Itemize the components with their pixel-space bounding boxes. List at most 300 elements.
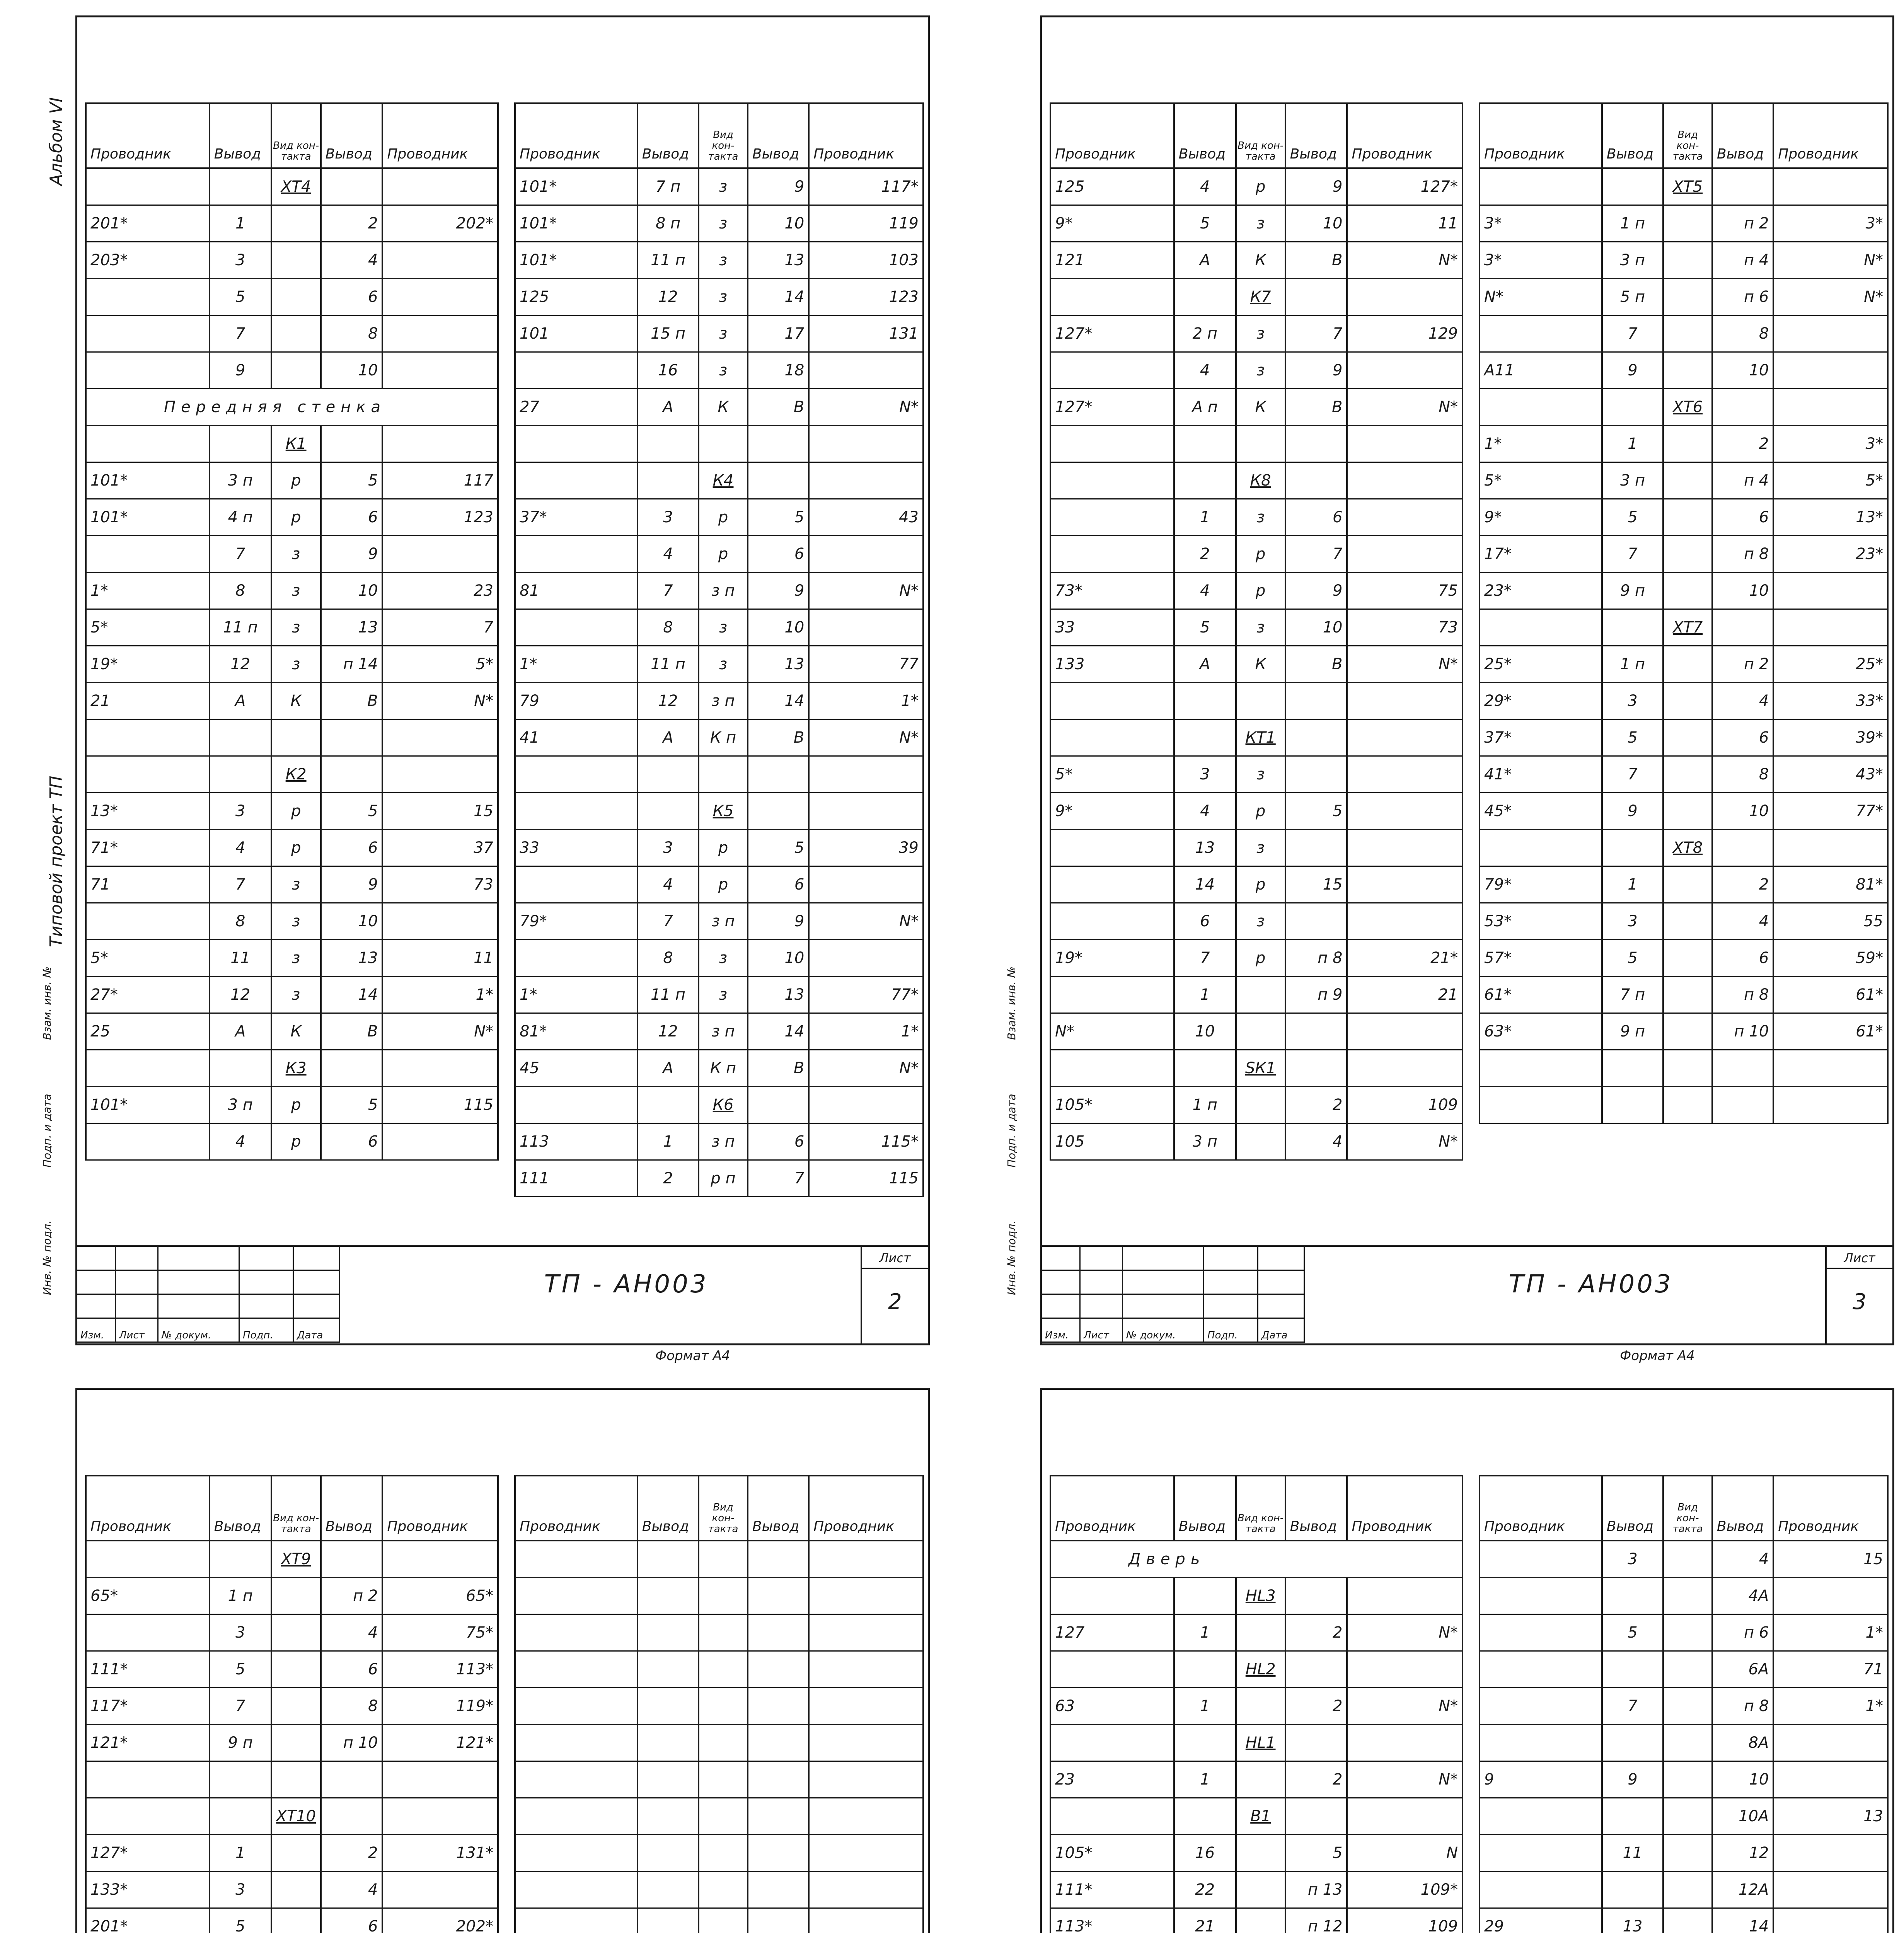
terminal-cell: 8 п	[638, 205, 699, 242]
terminal-cell: 21	[1174, 1908, 1236, 1933]
device-label: ХТ8	[1663, 830, 1712, 866]
contact-type-cell: К	[1236, 242, 1285, 279]
connection-row	[1480, 536, 1888, 573]
format-label: Формат А4	[655, 1348, 730, 1364]
device-label: К7	[1236, 279, 1285, 315]
terminal-cell: 14	[748, 1013, 809, 1050]
connection-row	[1480, 462, 1888, 499]
contact-type-cell	[1663, 977, 1712, 1013]
terminal-cell: 8	[1712, 756, 1773, 793]
terminal-cell: 6	[321, 499, 383, 536]
terminal-cell: 3	[638, 830, 699, 866]
device-label: К8	[1236, 462, 1285, 499]
header-terminal: Вывод	[321, 1476, 383, 1541]
contact-type-cell: р	[1236, 536, 1285, 573]
terminal-cell: В	[748, 719, 809, 756]
header-conductor: Проводник	[382, 1476, 498, 1541]
connection-row	[86, 1578, 498, 1614]
contact-type-cell	[1663, 315, 1712, 352]
conductor-cell: 23	[382, 573, 498, 609]
terminal-cell: 15 п	[638, 315, 699, 352]
terminal-cell: 16	[1174, 1835, 1236, 1872]
connection-row	[1050, 573, 1463, 609]
conductor-cell: 127*	[1050, 389, 1174, 426]
terminal-cell: 5	[748, 499, 809, 536]
contact-type-cell	[1663, 1651, 1712, 1688]
conductor-cell	[1480, 1614, 1602, 1651]
right-table-wrap	[514, 1475, 924, 1933]
terminal-cell	[1285, 756, 1347, 793]
conductor-cell: 5*	[1480, 462, 1602, 499]
conductor-cell: N*	[382, 683, 498, 719]
conductor-cell	[1347, 536, 1463, 573]
device-group-row	[86, 1050, 498, 1087]
terminal-cell: 9	[1285, 168, 1347, 205]
left-table-wrap	[1050, 102, 1463, 1161]
contact-type-cell: р	[699, 830, 748, 866]
conductor-cell	[515, 536, 638, 573]
conductor-cell	[515, 940, 638, 977]
empty-row	[515, 1761, 923, 1798]
terminal-cell: 4	[210, 830, 271, 866]
contact-type-cell: з	[271, 573, 321, 609]
empty-row	[515, 1578, 923, 1614]
terminal-cell: 4 п	[210, 499, 271, 536]
connection-row	[1050, 940, 1463, 977]
contact-type-cell	[1663, 462, 1712, 499]
conductor-cell: 71	[1773, 1651, 1888, 1688]
conductor-cell: 63	[1050, 1688, 1174, 1725]
conductor-cell: 17*	[1480, 536, 1602, 573]
terminal-cell: 3	[210, 1872, 271, 1908]
terminal-cell: 2	[1285, 1087, 1347, 1123]
margin-stamp: Подп. и дата	[41, 1094, 53, 1168]
conductor-cell: 77*	[809, 977, 923, 1013]
connection-row	[86, 1651, 498, 1688]
right-table-wrap	[1479, 1475, 1889, 1933]
contact-type-cell: К	[1236, 389, 1285, 426]
terminal-cell: 7	[210, 536, 271, 573]
connection-row	[1480, 1578, 1888, 1614]
contact-type-cell: з	[699, 315, 748, 352]
connection-row	[86, 1688, 498, 1725]
margin-stamp: Инв. № подл.	[1005, 1220, 1018, 1295]
terminal-cell: 1	[1174, 499, 1236, 536]
contact-type-cell	[1236, 1835, 1285, 1872]
conductor-cell: 113*	[382, 1651, 498, 1688]
conductor-cell: 57*	[1480, 940, 1602, 977]
terminal-cell: п 8	[1712, 536, 1773, 573]
device-group-row	[1050, 1050, 1463, 1087]
conductor-cell: 109	[1347, 1087, 1463, 1123]
wiring-table-right	[514, 1475, 924, 1933]
terminal-cell: 5	[1602, 1614, 1663, 1651]
empty-row	[515, 756, 923, 793]
terminal-cell: 6А	[1712, 1651, 1773, 1688]
terminal-cell: 6	[321, 1908, 383, 1933]
wiring-table-right	[1479, 102, 1889, 1124]
conductor-cell	[1773, 1908, 1888, 1933]
document-code: ТП - АН003	[544, 1270, 709, 1299]
contact-type-cell: р	[1236, 940, 1285, 977]
terminal-cell: 9	[321, 536, 383, 573]
terminal-cell: п 8	[1712, 977, 1773, 1013]
terminal-cell: 10	[321, 573, 383, 609]
conductor-cell: 25	[86, 1013, 210, 1050]
terminal-cell: 7	[210, 866, 271, 903]
contact-type-cell: К п	[699, 1050, 748, 1087]
conductor-cell: N*	[1347, 242, 1463, 279]
drawing-sheet-5	[1040, 1388, 1894, 1933]
conductor-cell: 127*	[86, 1835, 210, 1872]
terminal-cell: 7	[638, 573, 699, 609]
terminal-cell: 7	[1602, 756, 1663, 793]
conductor-cell: N*	[809, 573, 923, 609]
terminal-cell: 1	[1174, 977, 1236, 1013]
margin-stamp: Взам. инв. №	[1005, 966, 1018, 1040]
connection-row	[1480, 793, 1888, 830]
connection-row	[1050, 1013, 1463, 1050]
conductor-cell: 125	[515, 279, 638, 315]
conductor-cell: 37*	[515, 499, 638, 536]
conductor-cell	[382, 536, 498, 573]
device-group-row	[515, 1087, 923, 1123]
contact-type-cell: з	[699, 168, 748, 205]
terminal-cell: 9	[1602, 793, 1663, 830]
conductor-cell: 115	[809, 1160, 923, 1197]
connection-row	[1050, 1761, 1463, 1798]
terminal-cell: 1 п	[210, 1578, 271, 1614]
conductor-cell: 39*	[1773, 719, 1888, 756]
drawing-sheet-2	[75, 15, 930, 1345]
terminal-cell: 12	[638, 279, 699, 315]
terminal-cell: В	[1285, 389, 1347, 426]
conductor-cell: 127	[1050, 1614, 1174, 1651]
conductor-cell: 5*	[86, 940, 210, 977]
conductor-cell: 119	[809, 205, 923, 242]
terminal-cell: 3 п	[1602, 242, 1663, 279]
device-group-row	[1050, 462, 1463, 499]
contact-type-cell	[1663, 1872, 1712, 1908]
empty-row	[1480, 1087, 1888, 1123]
header-conductor: Проводник	[1773, 1476, 1888, 1541]
terminal-cell: 12	[210, 977, 271, 1013]
connection-row	[86, 1614, 498, 1651]
conductor-cell: 201*	[86, 1908, 210, 1933]
connection-row	[1050, 830, 1463, 866]
terminal-cell: 9 п	[1602, 1013, 1663, 1050]
connection-row	[515, 279, 923, 315]
conductor-cell: 1*	[86, 573, 210, 609]
terminal-cell: 9	[1285, 573, 1347, 609]
terminal-cell: п 13	[1285, 1872, 1347, 1908]
empty-row	[1480, 1050, 1888, 1087]
contact-type-cell	[1663, 719, 1712, 756]
terminal-cell	[1602, 1651, 1663, 1688]
terminal-cell: 9 п	[1602, 573, 1663, 609]
conductor-cell: 127*	[1050, 315, 1174, 352]
device-group-row	[86, 756, 498, 793]
empty-row	[86, 719, 498, 756]
terminal-cell: 3	[1602, 683, 1663, 719]
conductor-cell	[1480, 1651, 1602, 1688]
conductor-cell	[1480, 315, 1602, 352]
connection-row	[515, 1050, 923, 1087]
conductor-cell: 101	[515, 315, 638, 352]
section-heading: Дверь	[1050, 1541, 1463, 1578]
terminal-cell: А	[210, 683, 271, 719]
contact-type-cell: з п	[699, 683, 748, 719]
terminal-cell: п 6	[1712, 1614, 1773, 1651]
title-block-label: Дата	[297, 1330, 323, 1341]
conductor-cell: 119*	[382, 1688, 498, 1725]
conductor-cell: 23*	[1773, 536, 1888, 573]
conductor-cell: 7	[382, 609, 498, 646]
conductor-cell: 37	[382, 830, 498, 866]
conductor-cell	[1773, 1835, 1888, 1872]
terminal-cell: 4	[1174, 352, 1236, 389]
header-terminal: Вывод	[1602, 103, 1663, 168]
connection-row	[86, 573, 498, 609]
conductor-cell: 3*	[1773, 205, 1888, 242]
device-label: К2	[271, 756, 321, 793]
terminal-cell: 3	[210, 1614, 271, 1651]
terminal-cell: 9	[1285, 352, 1347, 389]
empty-row	[515, 1614, 923, 1651]
document-code: ТП - АН003	[1509, 1270, 1673, 1299]
contact-type-cell: К	[271, 683, 321, 719]
terminal-cell: 13	[748, 977, 809, 1013]
conductor-cell	[382, 1872, 498, 1908]
conductor-cell: 9	[1480, 1761, 1602, 1798]
terminal-cell: 13	[1602, 1908, 1663, 1933]
terminal-cell: 9	[210, 352, 271, 389]
terminal-cell: 4	[638, 536, 699, 573]
terminal-cell: п 2	[1712, 646, 1773, 683]
connection-row	[515, 242, 923, 279]
connection-row	[86, 352, 498, 389]
conductor-cell	[515, 866, 638, 903]
conductor-cell: 13*	[86, 793, 210, 830]
conductor-cell: 9*	[1050, 205, 1174, 242]
terminal-cell: 7	[210, 1688, 271, 1725]
conductor-cell	[1480, 1541, 1602, 1578]
terminal-cell: 8	[638, 609, 699, 646]
conductor-cell: 73	[382, 866, 498, 903]
contact-type-cell: з	[1236, 903, 1285, 940]
terminal-cell: 3 п	[1602, 462, 1663, 499]
terminal-cell: 12	[638, 683, 699, 719]
header-terminal: Вывод	[1174, 1476, 1236, 1541]
connection-row	[1050, 793, 1463, 830]
connection-row	[1050, 1872, 1463, 1908]
conductor-cell: 79*	[1480, 866, 1602, 903]
conductor-cell	[1480, 1725, 1602, 1761]
contact-type-cell: з	[271, 940, 321, 977]
terminal-cell: 11 п	[638, 242, 699, 279]
connection-row	[515, 683, 923, 719]
terminal-cell: В	[748, 389, 809, 426]
contact-type-cell: р	[271, 830, 321, 866]
terminal-cell: п 8	[1712, 1688, 1773, 1725]
connection-row	[1050, 352, 1463, 389]
terminal-cell: 6	[321, 279, 383, 315]
contact-type-cell	[1236, 1761, 1285, 1798]
conductor-cell: 53*	[1480, 903, 1602, 940]
terminal-cell: 1	[210, 205, 271, 242]
conductor-cell: 33	[515, 830, 638, 866]
contact-type-cell	[271, 1651, 321, 1688]
connection-row	[1050, 866, 1463, 903]
contact-type-cell: р	[1236, 793, 1285, 830]
contact-type-cell: р	[271, 462, 321, 499]
conductor-cell	[382, 903, 498, 940]
conductor-cell: 125	[1050, 168, 1174, 205]
connection-row	[86, 866, 498, 903]
conductor-cell	[1773, 573, 1888, 609]
contact-type-cell	[1663, 1835, 1712, 1872]
device-label: ХТ7	[1663, 609, 1712, 646]
terminal-cell: п 4	[1712, 242, 1773, 279]
connection-row	[1480, 205, 1888, 242]
terminal-cell: 3	[1602, 1541, 1663, 1578]
conductor-cell: 61*	[1480, 977, 1602, 1013]
conductor-cell: 39	[809, 830, 923, 866]
header-conductor: Проводник	[1050, 1476, 1174, 1541]
terminal-cell	[1285, 830, 1347, 866]
sheet-label: Лист	[1827, 1251, 1892, 1269]
terminal-cell: п 10	[321, 1725, 383, 1761]
connection-row	[1480, 1908, 1888, 1933]
connection-row	[1050, 903, 1463, 940]
connection-row	[1050, 168, 1463, 205]
margin-project: Типовой проект ТП	[46, 776, 66, 947]
contact-type-cell: з	[271, 646, 321, 683]
device-label: К4	[699, 462, 748, 499]
contact-type-cell	[271, 1908, 321, 1933]
empty-row	[515, 1908, 923, 1933]
conductor-cell: 63*	[1480, 1013, 1602, 1050]
terminal-cell: 5	[748, 830, 809, 866]
device-group-row	[1480, 609, 1888, 646]
conductor-cell: 133*	[86, 1872, 210, 1908]
empty-row	[515, 1835, 923, 1872]
conductor-cell: 27	[515, 389, 638, 426]
terminal-cell: А	[210, 1013, 271, 1050]
terminal-cell: 2 п	[1174, 315, 1236, 352]
terminal-cell: 8	[210, 903, 271, 940]
terminal-cell: п 2	[1712, 205, 1773, 242]
conductor-cell: 21	[1347, 977, 1463, 1013]
conductor-cell: 127*	[1347, 168, 1463, 205]
contact-type-cell: з п	[699, 1013, 748, 1050]
contact-type-cell	[1663, 1541, 1712, 1578]
terminal-cell: 9	[748, 168, 809, 205]
conductor-cell: 121	[1050, 242, 1174, 279]
terminal-cell: 2	[1285, 1614, 1347, 1651]
conductor-cell: 81*	[515, 1013, 638, 1050]
terminal-cell: 10	[321, 352, 383, 389]
contact-type-cell	[271, 315, 321, 352]
connection-row	[86, 499, 498, 536]
contact-type-cell	[1236, 1123, 1285, 1160]
conductor-cell: 59*	[1773, 940, 1888, 977]
contact-type-cell	[1663, 793, 1712, 830]
terminal-cell: В	[1285, 646, 1347, 683]
device-group-row	[1050, 1798, 1463, 1835]
terminal-cell: п 12	[1285, 1908, 1347, 1933]
conductor-cell: N	[1347, 1835, 1463, 1872]
conductor-cell: 23	[1050, 1761, 1174, 1798]
header-terminal: Вывод	[210, 103, 271, 168]
terminal-cell: п 10	[1712, 1013, 1773, 1050]
contact-type-cell	[1663, 242, 1712, 279]
terminal-cell: 12	[638, 1013, 699, 1050]
conductor-cell: 5*	[1773, 462, 1888, 499]
conductor-cell: А11	[1480, 352, 1602, 389]
terminal-cell: 22	[1174, 1872, 1236, 1908]
connection-row	[515, 315, 923, 352]
connection-row	[515, 977, 923, 1013]
terminal-cell: 12	[1712, 1835, 1773, 1872]
conductor-cell: 15	[382, 793, 498, 830]
empty-row	[515, 1798, 923, 1835]
connection-row	[86, 609, 498, 646]
conductor-cell: N*	[1347, 646, 1463, 683]
contact-type-cell: з	[271, 903, 321, 940]
wiring-table-right	[1479, 1475, 1889, 1933]
contact-type-cell	[271, 205, 321, 242]
device-label: НL2	[1236, 1651, 1285, 1688]
conductor-cell: N*	[809, 903, 923, 940]
section-heading: Передняя стенка	[86, 389, 498, 426]
conductor-cell	[1347, 793, 1463, 830]
conductor-cell: 101*	[515, 242, 638, 279]
terminal-cell: 3 п	[210, 1087, 271, 1123]
conductor-cell: 61*	[1773, 1013, 1888, 1050]
contact-type-cell: з	[1236, 756, 1285, 793]
terminal-cell: 5	[210, 1908, 271, 1933]
conductor-cell: 75	[1347, 573, 1463, 609]
device-group-row	[1050, 1578, 1463, 1614]
header-conductor: Проводник	[515, 1476, 638, 1541]
connection-row	[1050, 389, 1463, 426]
contact-type-cell: з п	[699, 903, 748, 940]
conductor-cell: 19*	[86, 646, 210, 683]
header-conductor: Проводник	[809, 103, 923, 168]
conductor-cell: 23*	[1480, 573, 1602, 609]
title-block-label: Подп.	[243, 1330, 273, 1341]
conductor-cell: 133	[1050, 646, 1174, 683]
conductor-cell: N*	[1347, 1761, 1463, 1798]
terminal-cell: 8	[210, 573, 271, 609]
connection-row	[1480, 315, 1888, 352]
terminal-cell: 5	[210, 1651, 271, 1688]
conductor-cell: 121*	[86, 1725, 210, 1761]
conductor-cell: 43*	[1773, 756, 1888, 793]
contact-type-cell	[1663, 426, 1712, 462]
conductor-cell: 73*	[1050, 573, 1174, 609]
connection-row	[86, 536, 498, 573]
connection-row	[515, 499, 923, 536]
device-label: ХТ4	[271, 168, 321, 205]
contact-type-cell	[1236, 1908, 1285, 1933]
terminal-cell: 13	[748, 646, 809, 683]
terminal-cell: 13	[321, 940, 383, 977]
contact-type-cell	[1236, 1614, 1285, 1651]
contact-type-cell	[1663, 352, 1712, 389]
terminal-cell: 6	[321, 830, 383, 866]
